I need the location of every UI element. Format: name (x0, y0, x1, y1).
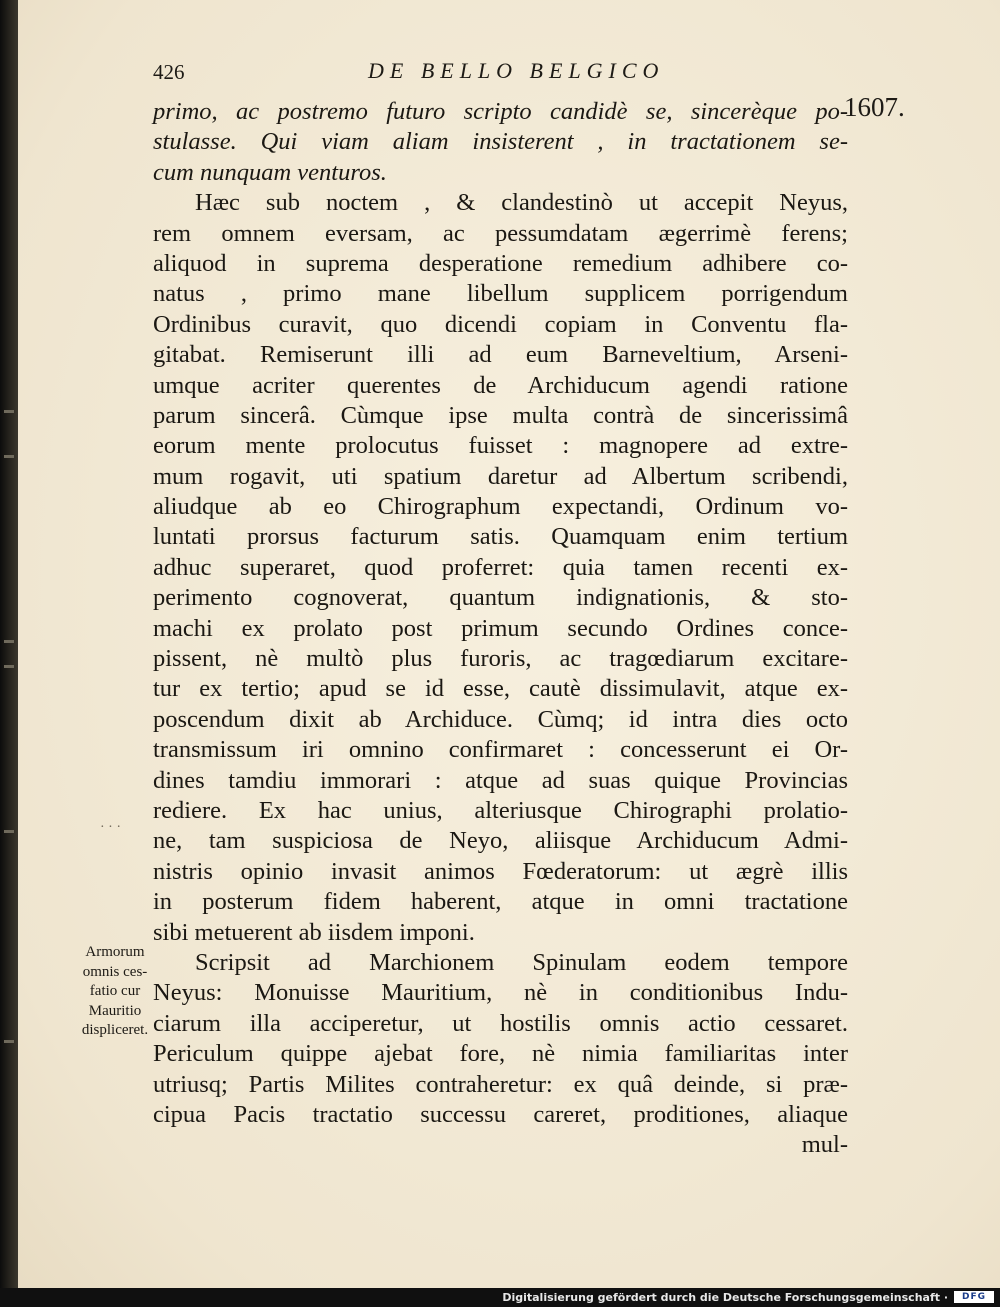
text-line: umque acriter querentes de Archiducum agendi ratione (153, 371, 848, 399)
text-line: natus , primo mane libellum supplicem porrigendum (153, 280, 848, 308)
marginal-note-line: Armorum (85, 944, 145, 960)
text-line: sibi metuerent ab iisdem imponi. (153, 918, 475, 946)
edge-mark (4, 640, 14, 643)
text-line: tur ex tertio; apud se id esse, cautè dissimulavit, atque ex- (153, 675, 848, 703)
italic-paragraph (153, 97, 848, 188)
text-line: cum nunquam venturos. (153, 158, 387, 186)
text-line: adhuc superaret, quod proferret: quia tamen recenti ex- (153, 553, 848, 581)
text-line: eorum mente prolocutus fuisset : magnopere ad extre- (153, 432, 848, 460)
text-line: cipua Pacis tractatio successu careret, proditiones, aliaque (153, 1100, 848, 1128)
text-line: nistris opinio invasit animos Fœderatorum: ut ægrè illis (153, 857, 848, 885)
marginal-note-line: Mauritio (88, 1002, 142, 1019)
marginal-note-line: fatio cur (89, 983, 141, 999)
edge-mark (4, 1040, 14, 1043)
text-line: aliquod in suprema desperatione remedium adhibere co- (153, 249, 848, 277)
text-line: transmissum iri omnino confirmaret : concesserunt ei Or- (153, 736, 848, 764)
text-line: pissent, nè multò plus furoris, ac tragœdiarum excitare- (153, 645, 848, 673)
running-title: DE BELLO BELGICO (368, 58, 665, 83)
text-line: stulasse. Qui viam aliam insisterent , in tractationem se- (153, 128, 848, 156)
marginal-note-line: displiceret. (81, 1022, 149, 1038)
text-line: gitabat. Remiserunt illi ad eum Barneveltium, Arseni- (153, 341, 848, 369)
footer-bar (0, 1288, 1000, 1307)
text-line: Neyus: Monuisse Mauritium, nè in conditionibus Indu- (153, 979, 848, 1007)
text-line: luntati prorsus facturum satis. Quamquam enim tertium (153, 523, 848, 551)
text-line: Hæc sub noctem , & clandestinò ut accepit Neyus, (195, 189, 848, 217)
marginal-note (60, 943, 170, 1041)
paragraph-1 (153, 188, 848, 948)
text-line: primo, ac postremo futuro scripto candidè se, sincerèque po- (153, 98, 848, 125)
paragraph-2 (153, 948, 848, 1130)
dfg-logo: DFG (954, 1291, 994, 1303)
edge-mark (4, 830, 14, 833)
text-line: ciarum illa acciperetur, ut hostilis omnis actio cessaret. (153, 1009, 848, 1037)
page-number: 426 (153, 60, 185, 84)
text-line: parum sincerâ. Cùmque ipse multa contrà de sincerissimâ (153, 401, 848, 429)
credit-text: Digitalisierung gefördert durch die Deutsche Forschungsgemeinschaft · (502, 1291, 948, 1304)
text-line: mum rogavit, uti spatium daretur ad Albertum scribendi, (153, 462, 848, 490)
text-line: rediere. Ex hac unius, alteriusque Chirographi prolatio- (153, 796, 848, 824)
text-line: perimento cognoverat, quantum indignationis, & sto- (153, 584, 848, 612)
margin-year: 1607. (844, 92, 905, 122)
marginal-note-line: omnis ces- (82, 963, 148, 980)
main-text (153, 97, 848, 1161)
margin-dots: · · · (100, 820, 121, 835)
edge-mark (4, 410, 14, 413)
text-line: Periculum quippe ajebat fore, nè nimia familiaritas inter (153, 1040, 848, 1068)
edge-mark (4, 455, 14, 458)
text-line: dines tamdiu immorari : atque ad suas quique Provincias (153, 766, 848, 794)
edge-mark (4, 665, 14, 668)
text-line: ne, tam suspiciosa de Neyo, aliisque Archiducum Admi- (153, 827, 848, 855)
text-line: in posterum fidem haberent, atque in omni tractatione (153, 888, 848, 916)
text-line: aliudque ab eo Chirographum expectandi, Ordinum vo- (153, 493, 848, 521)
scan-edge (0, 0, 18, 1288)
text-line: Ordinibus curavit, quo dicendi copiam in Conventu fla- (153, 310, 848, 338)
book-page (18, 0, 1000, 1288)
text-line: utriusq; Partis Milites contraheretur: ex quâ deinde, si præ- (153, 1070, 848, 1098)
catchword: mul- (801, 1131, 848, 1159)
text-line: rem omnem eversam, ac pessumdatam ægerrimè ferens; (153, 219, 848, 247)
text-line: machi ex prolato post primum secundo Ordines conce- (153, 614, 848, 642)
text-line: poscendum dixit ab Archiduce. Cùmq; id intra dies octo (153, 705, 848, 733)
text-line: Scripsit ad Marchionem Spinulam eodem tempore (195, 948, 848, 976)
